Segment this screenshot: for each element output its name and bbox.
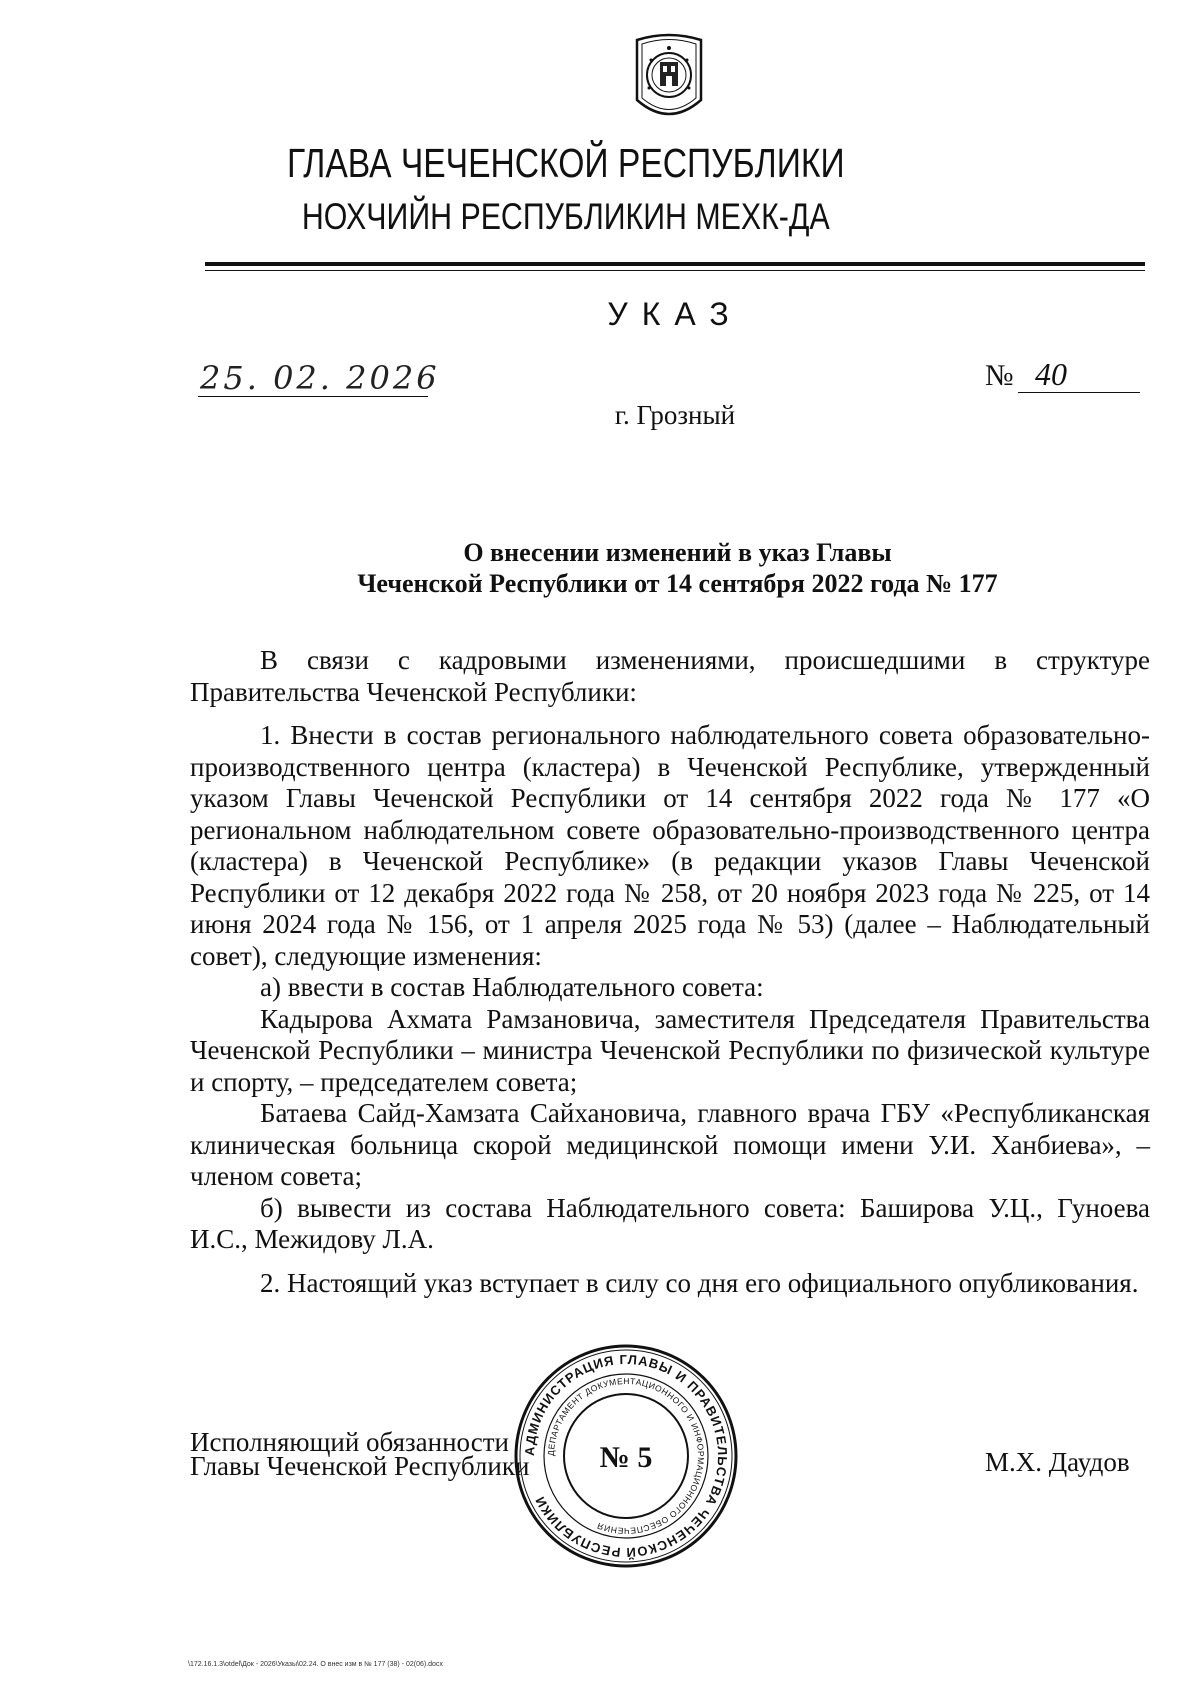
coat-of-arms-emblem-icon	[633, 30, 705, 128]
document-body	[190, 645, 1150, 1299]
paragraph-item-1b: б) вывести из состава Наблюдательного совета: Баширова У.Ц., Гуноева И.С., Межидову Л.А.	[190, 1192, 1150, 1254]
signatory-position-line-2: Главы Чеченской Республики	[190, 1451, 530, 1481]
date-underline	[198, 396, 428, 397]
document-title	[0, 537, 1200, 599]
document-number: 40	[1035, 356, 1067, 392]
document-date: 25. 02. 2026	[200, 359, 440, 397]
paragraph-item-2: 2. Настоящий указ вступает в силу со дня его официального опубликования.	[260, 1267, 1139, 1298]
header-title-chechen: НОХЧИЙН РЕСПУБЛИКИН МЕХК-ДА	[301, 196, 830, 237]
header-rule-thin	[205, 270, 1145, 271]
stamp-number: № 5	[599, 1441, 653, 1474]
document-type: УКАЗ	[607, 296, 743, 332]
signatory-position-line-1: Исполняющий обязанности	[190, 1427, 509, 1457]
document-city: г. Грозный	[614, 400, 736, 430]
file-path-footer: \172.16.1.3\otdel\Док - 2026\Указы\02.24. О внес изм в № 177 (38) - 02(06).docx	[188, 1661, 443, 1668]
official-stamp-seal	[513, 1343, 739, 1569]
paragraph-preamble: В связи с кадровыми изменениями, происшедшими в структуре Правительства Чеченской Республики:	[190, 645, 1150, 707]
stamp-outer-text: АДМИНИСТРАЦИЯ ГЛАВЫ И ПРАВИТЕЛЬСТВА ЧЕЧЕНСКОЙ РЕСПУБЛИКИ	[521, 1351, 731, 1561]
signatory-name: М.Х. Даудов	[985, 1447, 1130, 1477]
number-label: №	[985, 359, 1014, 392]
paragraph-member-bataev: Батаева Сайд-Хамзата Сайхановича, главного врача ГБУ «Республиканская клиническая больница скорой медицинской помощи имени У.И. Ханбиева», – членом совета;	[190, 1098, 1150, 1191]
header-title-russian: ГЛАВА ЧЕЧЕНСКОЙ РЕСПУБЛИКИ	[286, 140, 845, 186]
number-underline	[1018, 392, 1140, 393]
header-rule-thick	[205, 262, 1145, 266]
stamp-inner-text: ДЕПАРТАМЕНТ ДОКУМЕНТАЦИОННОГО И ИНФОРМАЦИОННОГО ОБЕСПЕЧЕНИЯ	[545, 1375, 707, 1537]
paragraph-item-1: 1. Внести в состав регионального наблюдательного совета образовательно-производственного центра (кластера) в Чеченской Республике, утвержденный указом Главы Чеченской Республики от 14 сентября 2022 года № 177 «О региональном наблюдательном совете образовательно-производственного центра (кластера) в Чеченской Республике» (в редакции указов Главы Чеченской Республики от 12 декабря 2022 года № 258, от 20 ноября 2023 года № 225, от 14 июня 2024 года № 156, от 1 апреля 2025 года № 53) (далее – Наблюдательный совет), следующие изменения:	[190, 720, 1150, 971]
paragraph-member-kadyrov: Кадырова Ахмата Рамзановича, заместителя Председателя Правительства Чеченской Республики – министра Чеченской Республики по физической культуре и спорту, – председателем совета;	[190, 1003, 1150, 1097]
title-line-2: Чеченской Республики от 14 сентября 2022 года № 177	[357, 569, 998, 598]
signatory-position	[190, 1427, 530, 1481]
paragraph-item-1a: а) ввести в состав Наблюдательного совета:	[260, 972, 764, 1002]
title-line-1: О внесении изменений в указ Главы	[463, 538, 892, 567]
